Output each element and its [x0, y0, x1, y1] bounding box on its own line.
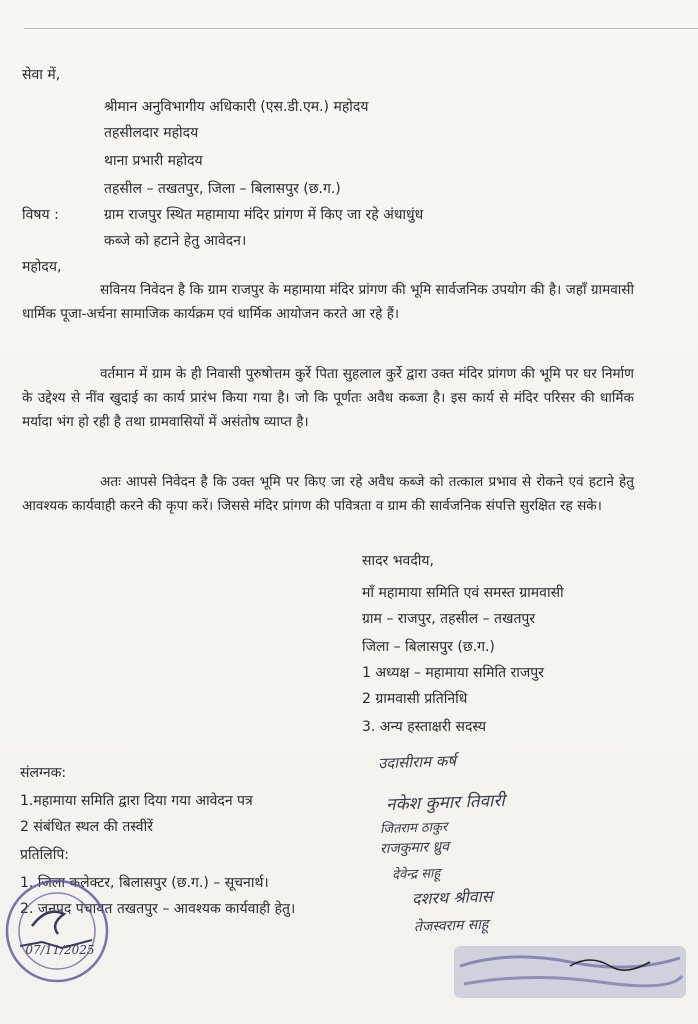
paragraph-text: वर्तमान में ग्राम के ही निवासी पुरुषोत्तम कुर्रे पिता सुहलाल कुर्रे द्वारा उक्त मंदिर प्रांगण की भूमि पर घर निर्माण के उद्देश्य से नींव खुदाई का कार्य प्रारंभ किया गया है। जो कि पूर्णतः अवैध कब्जा है। इस कार्य से मंदिर परिसर की धार्मिक मर्यादा भंग हो रही है तथा ग्रामवासियों में असंतोष व्याप्त है। — [22, 366, 634, 430]
paragraph-text: सविनय निवेदन है कि ग्राम राजपुर के महामाया मंदिर प्रांगण की भूमि सार्वजनिक उपयोग की है। जहाँ ग्रामवासी धार्मिक पूजा-अर्चना सामाजिक कार्यक्रम एवं धार्मिक आयोजन करते आ रहे हैं। — [22, 282, 634, 322]
paragraph — [22, 470, 634, 518]
recipient-line: श्रीमान अनुविभागीय अधिकारी (एस.डी.एम.) महोदय — [104, 99, 369, 115]
copy-label: प्रतिलिपि: — [20, 847, 69, 863]
sender-line: जिला – बिलासपुर (छ.ग.) — [362, 639, 495, 655]
recipient-line: तहसीलदार महोदय — [104, 125, 199, 141]
closing: सादर भवदीय, — [362, 553, 434, 569]
sender-line: 2 ग्रामवासी प्रतिनिधि — [362, 691, 468, 707]
salutation: महोदय, — [22, 259, 62, 275]
round-seal-stamp — [2, 876, 112, 986]
signature: जितराम ठाकुर — [379, 819, 448, 838]
subject-line: ग्राम राजपुर स्थित महामाया मंदिर प्रांगण में किए जा रहे अंधाधुंध — [104, 207, 424, 223]
received-stamp — [450, 936, 690, 1006]
signature: दशरथ श्रीवास — [411, 886, 493, 909]
sender-line: 3. अन्य हस्ताक्षरी सदस्य — [362, 719, 486, 735]
recipient-line: थाना प्रभारी महोदय — [104, 153, 203, 169]
sender-line: ग्राम – राजपुर, तहसील – तखतपुर — [362, 611, 536, 627]
subject-label: विषय : — [22, 207, 59, 223]
recipient-line: तहसील – तखतपुर, जिला – बिलासपुर (छ.ग.) — [104, 181, 341, 197]
enclosure-label: संलग्नक: — [20, 765, 67, 781]
enclosure-item: 1.महामाया समिति द्वारा दिया गया आवेदन पत्र — [20, 793, 253, 809]
paragraph-text: अतः आपसे निवेदन है कि उक्त भूमि पर किए जा रहे अवैध कब्जे को तत्काल प्रभाव से रोकने एवं हटाने हेतु आवश्यक कार्यवाही करने की कृपा करें। जिससे मंदिर प्रांगण की पवित्रता व ग्राम की सार्वजनिक संपत्ति सुरक्षित रह सके। — [22, 474, 634, 514]
sender-line: माँ महामाया समिति एवं समस्त ग्रामवासी — [362, 585, 564, 601]
copy-item: 2. जनपद पंचायत तखतपुर – आवश्यक कार्यवाही हेतु। — [20, 901, 296, 917]
paragraph — [22, 362, 634, 434]
paragraph — [22, 278, 634, 326]
signature: तेजस्वराम साहू — [413, 916, 489, 936]
signature: देवेन्द्र साहू — [391, 866, 441, 883]
signature: उदासीराम कर्ष — [377, 751, 457, 773]
signature: नकेश कुमार तिवारी — [385, 790, 506, 816]
signature: राजकुमार ध्रुव — [379, 838, 450, 858]
to-label: सेवा में, — [22, 67, 61, 83]
seal-date: 07/11/2025 — [25, 943, 95, 957]
sender-line: 1 अध्यक्ष – महामाया समिति राजपुर — [362, 665, 544, 681]
subject-line: कब्जे को हटाने हेतु आवेदन। — [104, 233, 247, 249]
copy-item: 1. जिला कलेक्टर, बिलासपुर (छ.ग.) – सूचनार्थ। — [20, 875, 269, 891]
enclosure-item: 2 संबंधित स्थल की तस्वीरें — [20, 819, 153, 835]
top-rule — [24, 28, 698, 29]
